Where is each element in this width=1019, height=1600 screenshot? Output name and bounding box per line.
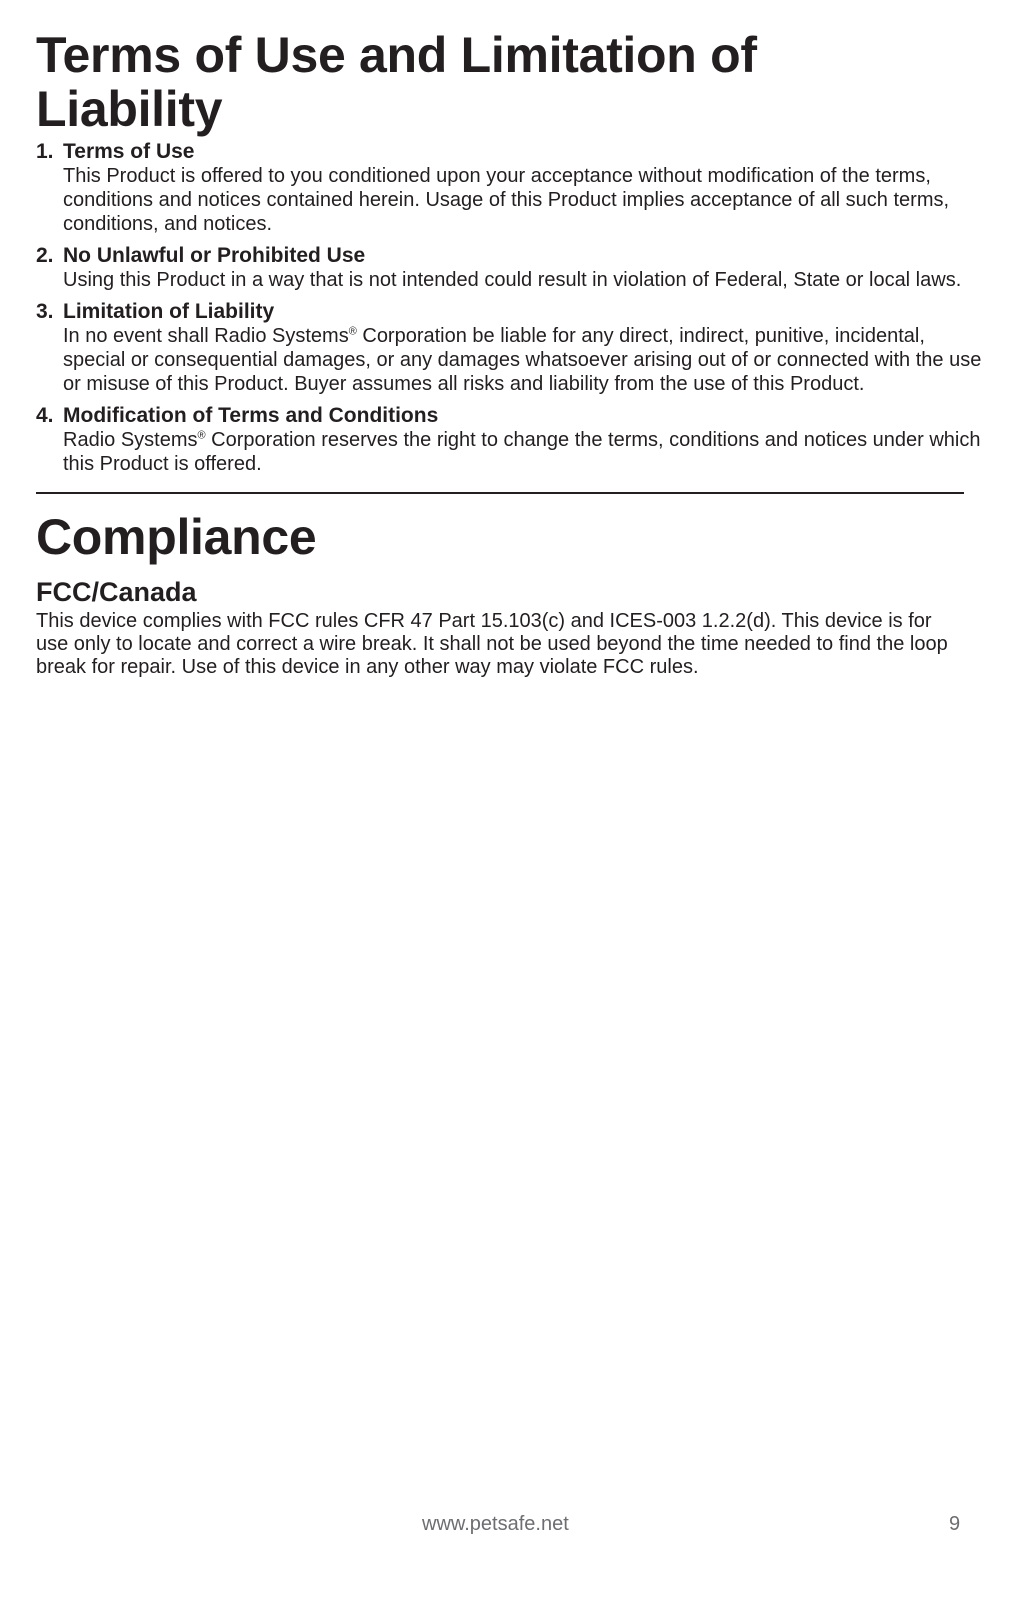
fcc-canada-heading: FCC/Canada bbox=[36, 577, 197, 607]
registered-mark: ® bbox=[348, 325, 357, 338]
term-heading: No Unlawful or Prohibited Use bbox=[63, 244, 366, 267]
term-body bbox=[63, 324, 986, 396]
footer-url: www.petsafe.net bbox=[422, 1513, 569, 1535]
term-body-text: Corporation be liable for any direct, indirect, punitive, incidental, special or consequential damages, or any damages whatsoever arising out of or connected with the use or misuse of this Product. Buyer assumes all risks and liability from the use of this Product. bbox=[63, 325, 982, 395]
term-body: Using this Product in a way that is not intended could result in violation of Federal, State or local laws. bbox=[63, 269, 962, 291]
term-heading-row bbox=[36, 244, 986, 268]
term-number: 3. bbox=[36, 300, 54, 323]
term-item-terms-of-use bbox=[36, 140, 986, 236]
page-number: 9 bbox=[949, 1513, 961, 1535]
term-body: This Product is offered to you conditioned upon your acceptance without modification of the terms, conditions and notices contained herein. Usage of this Product implies acceptance of all such terms, conditions, and notices. bbox=[63, 165, 950, 235]
section-divider bbox=[36, 492, 964, 494]
term-heading: Modification of Terms and Conditions bbox=[63, 404, 439, 427]
term-body-text: In no event shall Radio Systems bbox=[63, 325, 349, 347]
term-number: 1. bbox=[36, 140, 54, 163]
compliance-title: Compliance bbox=[36, 509, 317, 565]
term-heading-row bbox=[36, 404, 986, 428]
terms-list bbox=[36, 140, 986, 476]
term-item-unlawful-use bbox=[36, 244, 986, 292]
term-number: 2. bbox=[36, 244, 54, 267]
term-item-modification bbox=[36, 404, 986, 476]
term-body bbox=[63, 428, 986, 476]
term-heading: Terms of Use bbox=[63, 140, 195, 163]
term-heading-row bbox=[36, 140, 986, 164]
term-body-text: Radio Systems bbox=[63, 429, 198, 451]
term-heading: Limitation of Liability bbox=[63, 300, 275, 323]
terms-title: Terms of Use and Limitation of Liability bbox=[36, 27, 757, 137]
term-number: 4. bbox=[36, 404, 54, 427]
term-body-text: Corporation reserves the right to change the terms, conditions and notices under which this Product is offered. bbox=[63, 429, 981, 475]
term-heading-row bbox=[36, 300, 986, 324]
fcc-canada-body: This device complies with FCC rules CFR 47 Part 15.103(c) and ICES-003 1.2.2(d). This device is for use only to locate and correct a wire break. It shall not be used beyond the time needed to find the loop break for repair. Use of this device in any other way may violate FCC rules. bbox=[36, 610, 948, 678]
term-item-limitation-of-liability bbox=[36, 300, 986, 396]
registered-mark: ® bbox=[197, 429, 206, 442]
document-page bbox=[36, 28, 986, 679]
